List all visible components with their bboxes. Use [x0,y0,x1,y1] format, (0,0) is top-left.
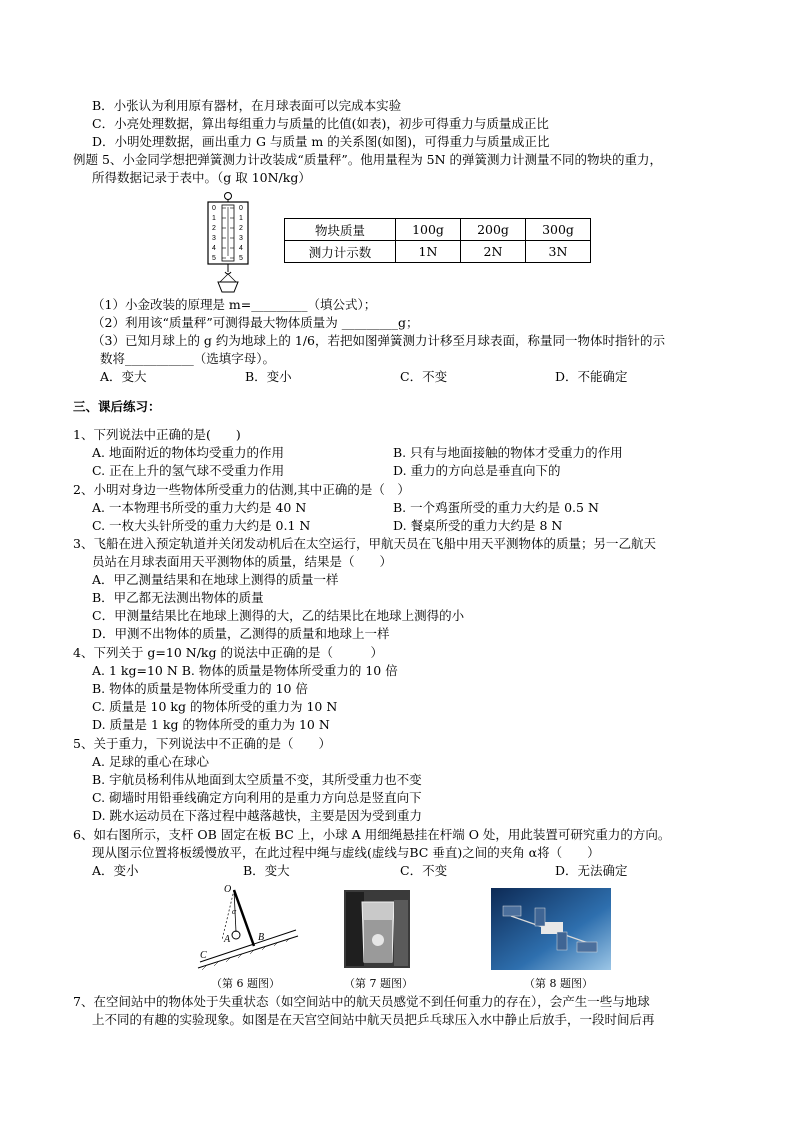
data-table [284,218,591,263]
scale-label: 3 [212,235,216,242]
scale-label: 2 [239,225,243,232]
example5-line1: 例题 5、小金同学想把弹簧测力计改装成“质量秤”。他用量程为 5N 的弹簧测力计测量不同的物块的重力， [73,152,663,167]
q5-option-c: C. 砌墙时用铅垂线确定方向利用的是重力方向总是竖直向下 [92,790,422,805]
q1-stem: 1、下列说法中正确的是( ) [73,427,241,442]
label-b: B [258,932,265,943]
table-cell: 100g [396,219,461,241]
q1-option-d: D. 重力的方向总是垂直向下的 [393,463,561,478]
example5-option-a: A．变大 [100,369,147,384]
scale-label: 4 [239,245,243,252]
q6-option-b: B．变大 [243,863,290,878]
q3-stem2: 员站在月球表面用天平测物体的质量，结果是（ ） [92,554,393,569]
scale-label: 5 [239,255,243,262]
table-cell: 2N [461,241,526,263]
section-heading: 三、课后练习： [73,399,161,414]
q5-option-a: A. 足球的重心在球心 [92,754,209,769]
q4-option-b: B. 物体的质量是物体所受重力的 10 倍 [92,681,308,696]
q5-stem: 5、关于重力，下列说法中不正确的是（ ） [73,736,331,751]
table-cell: 300g [526,219,591,241]
scale-label: 2 [212,225,216,232]
q3-stem1: 3、飞船在进入预定轨道并关闭发动机后在太空运行，甲航天员在飞船中用天平测物体的质量；另一乙航天 [73,536,656,551]
q5-option-b: B. 宇航员杨利伟从地面到太空质量不变，其所受重力也不变 [92,772,422,787]
q6-stem1: 6、如右图所示，支杆 OB 固定在板 BC 上，小球 A 用细绳悬挂在杆端 O 处，用此装置可研究重力的方向。 [73,827,671,842]
figure-8-photo [491,888,611,970]
table-row [285,219,591,241]
q1-option-a: A. 地面附近的物体均受重力的作用 [92,445,284,460]
table-row [285,241,591,263]
prev-option-b: B．小张认为利用原有器材，在月球表面可以完成本实验 [92,98,402,113]
table-cell: 物块质量 [285,219,396,241]
q2-option-c: C. 一枚大头针所受的重力大约是 0.1 N [92,518,311,533]
q4-stem: 4、下列关于 g=10 N/kg 的说法中正确的是（ ） [73,645,383,660]
spring-scale-figure [198,190,258,296]
example5-q2: （2）利用该“质量秤”可测得最大物体质量为 _________g； [92,315,419,330]
q6-stem2: 现从图示位置将板缓慢放平，在此过程中绳与虚线(虚线与BC 垂直)之间的夹角 α将（ ） [92,845,600,860]
q2-option-b: B. 一个鸡蛋所受的重力大约是 0.5 N [393,500,599,515]
table-cell: 3N [526,241,591,263]
q3-option-c: C．甲测量结果比在地球上测得的大，乙的结果比在地球上测得的小 [92,608,465,623]
scale-label: 3 [239,235,243,242]
label-c: C [200,950,207,961]
prev-option-c: C．小亮处理数据，算出每组重力与质量的比值(如表)，初步可得重力与质量成正比 [92,116,549,131]
figure-6-caption: （第 6 题图） [211,977,280,990]
scale-label: 0 [212,205,216,212]
q7-line1: 7、在空间站中的物体处于失重状态（如空间站中的航天员感觉不到任何重力的存在），会产生一些与地球 [73,994,650,1009]
q6-option-d: D．无法确定 [555,863,628,878]
q3-option-a: A．甲乙测量结果和在地球上测得的质量一样 [92,572,339,587]
example5-option-c: C．不变 [400,369,448,384]
figure-8-caption: （第 8 题图） [524,977,593,990]
label-o: O [224,884,232,895]
example5-q1: （1）小金改装的原理是 m=_________（填公式）； [92,297,377,312]
q3-option-d: D．甲测不出物体的质量，乙测得的质量和地球上一样 [92,626,390,641]
example5-option-b: B．变小 [245,369,292,384]
q2-option-a: A. 一本物理书所受的重力大约是 40 N [92,500,307,515]
q5-option-d: D. 跳水运动员在下落过程中越落越快，主要是因为受到重力 [92,808,423,823]
scale-label: 5 [212,255,216,262]
q1-option-b: B. 只有与地面接触的物体才受重力的作用 [393,445,623,460]
figure-6-diagram [196,880,301,972]
figure-7-caption: （第 7 题图） [344,977,413,990]
example5-q3b: 数将___________（选填字母）。 [100,351,276,366]
scale-label: 4 [212,245,216,252]
q4-option-a: A. 1 kg=10 N B. 物体的质量是物体所受重力的 10 倍 [92,663,398,678]
example5-line2: 所得数据记录于表中。（g 取 10N/kg） [92,170,311,185]
label-alpha: α [232,907,237,916]
figure-7-photo [344,890,410,968]
scale-label: 1 [212,215,216,222]
q4-option-c: C. 质量是 10 kg 的物体所受的重力为 10 N [92,699,338,714]
q6-option-a: A．变小 [92,863,139,878]
q6-option-c: C．不变 [400,863,448,878]
q7-line2: 上不同的有趣的实验现象。如图是在天宫空间站中航天员把乒乓球压入水中静止后放手，一段时间后再 [92,1012,655,1027]
example5-q3a: （3）已知月球上的 g 约为地球上的 1/6，若把如图弹簧测力计移至月球表面，称量同一物体时指针的示 [92,333,665,348]
table-cell: 测力计示数 [285,241,396,263]
example5-option-d: D．不能确定 [555,369,628,384]
table-cell: 1N [396,241,461,263]
table-cell: 200g [461,219,526,241]
scale-label: 0 [239,205,243,212]
label-a: A [224,934,231,945]
q2-stem: 2、小明对身边一些物体所受重力的估测,其中正确的是（ ） [73,482,410,497]
q2-option-d: D. 餐桌所受的重力大约是 8 N [393,518,563,533]
scale-label: 1 [239,215,243,222]
q1-option-c: C. 正在上升的氢气球不受重力作用 [92,463,285,478]
q4-option-d: D. 质量是 1 kg 的物体所受的重力为 10 N [92,717,330,732]
prev-option-d: D．小明处理数据，画出重力 G 与质量 m 的关系图(如图)，可得重力与质量成正比 [92,134,550,149]
q3-option-b: B．甲乙都无法测出物体的质量 [92,590,264,605]
